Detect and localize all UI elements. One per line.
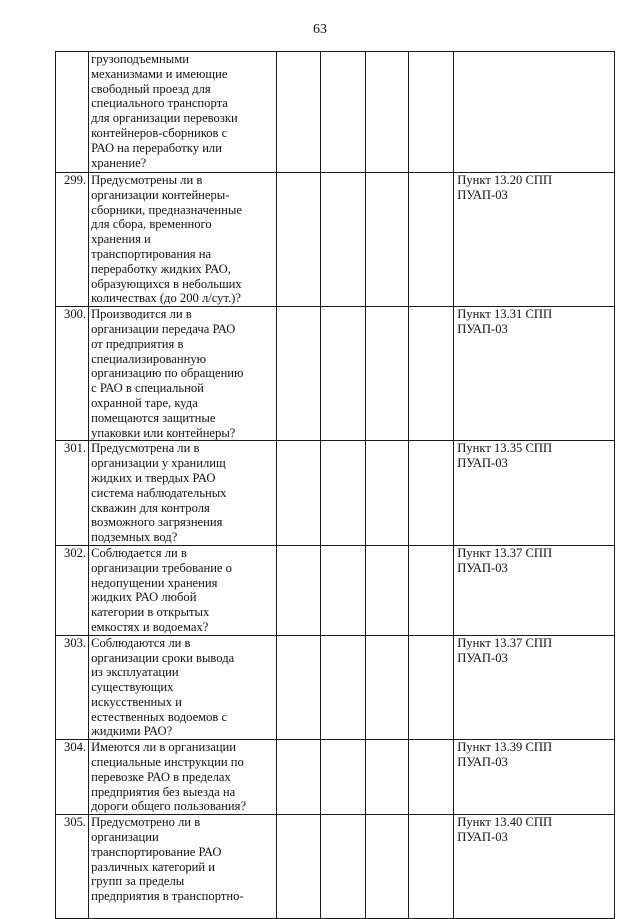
question-line: жидкими РАО? <box>91 724 173 739</box>
question-line: переработку жидких РАО, <box>91 261 231 276</box>
answer-cell <box>276 815 320 919</box>
reference-cell <box>454 635 615 740</box>
answer-cell <box>320 173 365 307</box>
answer-cell <box>276 307 320 441</box>
answer-cell <box>365 441 409 546</box>
reference-line: Пункт 13.31 СПП <box>457 307 553 322</box>
question-line: Соблюдается ли в <box>91 545 187 560</box>
question-line: подземных вод? <box>91 530 178 545</box>
answer-cell <box>409 740 454 815</box>
question-line: хранение? <box>91 155 147 170</box>
answer-cell <box>409 173 454 307</box>
question-line: возможного загрязнения <box>91 515 223 530</box>
question-line: организации передача РАО <box>91 321 236 336</box>
checklist-table-body <box>56 52 615 919</box>
reference-line: ПУАП-03 <box>457 830 508 845</box>
reference-cell <box>454 52 615 173</box>
question-line: различных категорий и <box>91 859 216 874</box>
question-line: организации <box>91 830 159 845</box>
answer-cell <box>365 815 409 919</box>
answer-cell <box>320 441 365 546</box>
question-line: организации требование о <box>91 560 232 575</box>
table-row <box>56 740 615 815</box>
question-line: естественных водоемов с <box>91 709 228 724</box>
question-line: предприятия без выезда на <box>91 784 236 799</box>
table-row <box>56 545 615 635</box>
question-line: механизмами и имеющие <box>91 66 228 81</box>
answer-cell <box>320 307 365 441</box>
question-cell <box>89 52 277 173</box>
question-line: хранения и <box>91 232 151 247</box>
reference-line: ПУАП-03 <box>457 560 508 575</box>
question-line: емкостях и водоемах? <box>91 619 209 634</box>
question-line: контейнеров-сборников с <box>91 125 228 140</box>
question-line: организацию по обращению <box>91 366 244 381</box>
question-line: транспортирования на <box>91 246 212 261</box>
question-line: для сбора, временного <box>91 217 212 232</box>
question-line: из эксплуатации <box>91 665 179 680</box>
table-row <box>56 173 615 307</box>
question-line: с РАО в специальной <box>91 381 204 396</box>
question-line: жидких РАО любой <box>91 590 197 605</box>
question-line: количествах (до 200 л/сут.)? <box>91 291 241 306</box>
answer-cell <box>320 815 365 919</box>
answer-cell <box>320 545 365 635</box>
item-number: 300. <box>56 307 89 441</box>
question-line: специализированную <box>91 351 207 366</box>
item-number: 299. <box>56 173 89 307</box>
question-cell <box>89 740 277 815</box>
answer-cell <box>365 635 409 740</box>
reference-line: ПУАП-03 <box>457 650 508 665</box>
answer-cell <box>365 173 409 307</box>
item-number <box>56 52 89 173</box>
question-cell <box>89 545 277 635</box>
question-line: дороги общего пользования? <box>91 799 247 814</box>
table-row <box>56 815 615 919</box>
question-line: групп за пределы <box>91 874 185 889</box>
reference-line: Пункт 13.20 СПП <box>457 173 553 187</box>
question-cell <box>89 307 277 441</box>
question-line: специального транспорта <box>91 96 228 111</box>
reference-cell <box>454 545 615 635</box>
reference-cell <box>454 173 615 307</box>
item-number: 305. <box>56 815 89 919</box>
reference-cell <box>454 307 615 441</box>
question-line: Соблюдаются ли в <box>91 635 191 650</box>
question-line: предприятия в транспортно- <box>91 889 244 904</box>
question-line: Предусмотрена ли в <box>91 441 200 456</box>
answer-cell <box>320 52 365 173</box>
checklist-table <box>55 51 615 919</box>
answer-cell <box>365 545 409 635</box>
item-number: 303. <box>56 635 89 740</box>
question-line: система наблюдательных <box>91 485 227 500</box>
question-line: недопущении хранения <box>91 575 218 590</box>
reference-line: ПУАП-03 <box>457 755 508 770</box>
question-line: жидких и твердых РАО <box>91 470 216 485</box>
question-line: организации сроки вывода <box>91 650 235 665</box>
answer-cell <box>276 173 320 307</box>
answer-cell <box>320 740 365 815</box>
question-cell <box>89 441 277 546</box>
reference-line: Пункт 13.39 СПП <box>457 740 553 755</box>
reference-line: ПУАП-03 <box>457 456 508 471</box>
question-cell <box>89 635 277 740</box>
answer-cell <box>276 740 320 815</box>
answer-cell <box>409 52 454 173</box>
question-line: от предприятия в <box>91 336 184 351</box>
table-row <box>56 441 615 546</box>
question-line: Производится ли в <box>91 307 192 322</box>
table-row <box>56 307 615 441</box>
question-line: грузоподъемными <box>91 52 189 66</box>
question-line: охранной таре, куда <box>91 395 198 410</box>
question-line: перевозке РАО в пределах <box>91 769 231 784</box>
page-number: 63 <box>313 22 327 37</box>
answer-cell <box>276 441 320 546</box>
item-number: 302. <box>56 545 89 635</box>
item-number: 304. <box>56 740 89 815</box>
reference-line: Пункт 13.35 СПП <box>457 441 553 456</box>
answer-cell <box>276 545 320 635</box>
question-line: категории в открытых <box>91 605 210 620</box>
table-row <box>56 52 615 173</box>
question-line: упаковки или контейнеры? <box>91 425 236 440</box>
reference-cell <box>454 815 615 919</box>
question-line: помещаются защитные <box>91 410 216 425</box>
question-line: Имеются ли в организации <box>91 740 237 755</box>
question-line: специальные инструкции по <box>91 755 244 770</box>
question-line: организации контейнеры- <box>91 187 230 202</box>
question-line: РАО на переработку или <box>91 140 222 155</box>
question-line: образующихся в небольших <box>91 276 242 291</box>
answer-cell <box>365 307 409 441</box>
reference-line: ПУАП-03 <box>457 187 508 202</box>
question-line: для организации перевозки <box>91 111 238 126</box>
question-line: существующих <box>91 680 174 695</box>
reference-line: ПУАП-03 <box>457 321 508 336</box>
reference-line: Пункт 13.37 СПП <box>457 635 553 650</box>
question-line: свободный проезд для <box>91 81 211 96</box>
question-line: Предусмотрено ли в <box>91 815 201 830</box>
answer-cell <box>276 635 320 740</box>
answer-cell <box>365 52 409 173</box>
reference-cell <box>454 740 615 815</box>
reference-cell <box>454 441 615 546</box>
question-line: Предусмотрены ли в <box>91 173 203 187</box>
answer-cell <box>409 545 454 635</box>
question-line: скважин для контроля <box>91 500 210 515</box>
answer-cell <box>409 307 454 441</box>
item-number: 301. <box>56 441 89 546</box>
question-cell <box>89 815 277 919</box>
question-cell <box>89 173 277 307</box>
reference-line: Пункт 13.37 СПП <box>457 545 553 560</box>
question-line: сборники, предназначенные <box>91 202 242 217</box>
answer-cell <box>409 441 454 546</box>
table-row <box>56 635 615 740</box>
question-line: искусственных и <box>91 694 182 709</box>
question-line: транспортирование РАО <box>91 844 222 859</box>
answer-cell <box>320 635 365 740</box>
answer-cell <box>409 635 454 740</box>
answer-cell <box>365 740 409 815</box>
question-line: организации у хранилищ <box>91 456 226 471</box>
answer-cell <box>409 815 454 919</box>
reference-line: Пункт 13.40 СПП <box>457 815 553 830</box>
answer-cell <box>276 52 320 173</box>
